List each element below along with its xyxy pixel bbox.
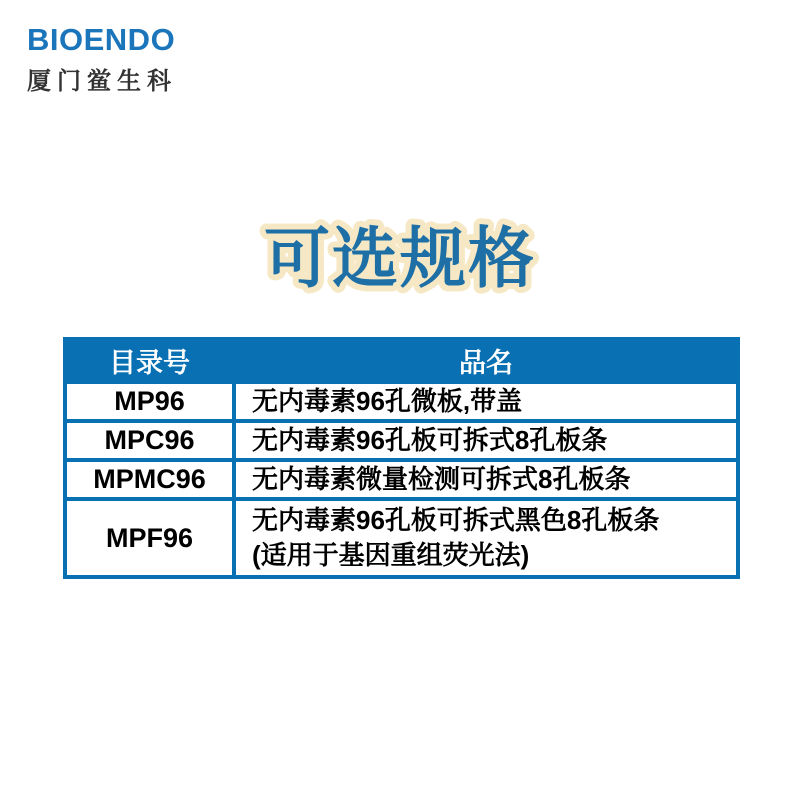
catalog-number: MPF96 <box>65 499 234 577</box>
table-row <box>65 382 738 421</box>
table-header-row <box>65 339 738 382</box>
brand-name: BIOENDO <box>27 22 176 57</box>
table-row <box>65 499 738 577</box>
product-name-line2: (适用于基因重组荧光法) <box>252 540 530 571</box>
page-title-graphic <box>0 205 800 305</box>
product-name-line1: 无内毒素96孔板可拆式黑色8孔板条 <box>252 505 660 536</box>
col-header-catalog: 目录号 <box>65 339 234 382</box>
table-row <box>65 460 738 499</box>
product-name: 无内毒素96孔微板,带盖 <box>234 382 738 421</box>
product-name: 无内毒素96孔板可拆式8孔板条 <box>234 421 738 460</box>
catalog-number: MPC96 <box>65 421 234 460</box>
table-row <box>65 421 738 460</box>
brand-logo <box>27 24 177 96</box>
spec-table <box>63 337 740 579</box>
product-name <box>234 499 738 577</box>
catalog-number: MP96 <box>65 382 234 421</box>
product-name: 无内毒素微量检测可拆式8孔板条 <box>234 460 738 499</box>
catalog-number: MPMC96 <box>65 460 234 499</box>
page-title: 可选规格 <box>264 221 536 295</box>
col-header-name: 品名 <box>234 339 738 382</box>
brand-subtitle: 厦门鲎生科 <box>27 67 177 95</box>
